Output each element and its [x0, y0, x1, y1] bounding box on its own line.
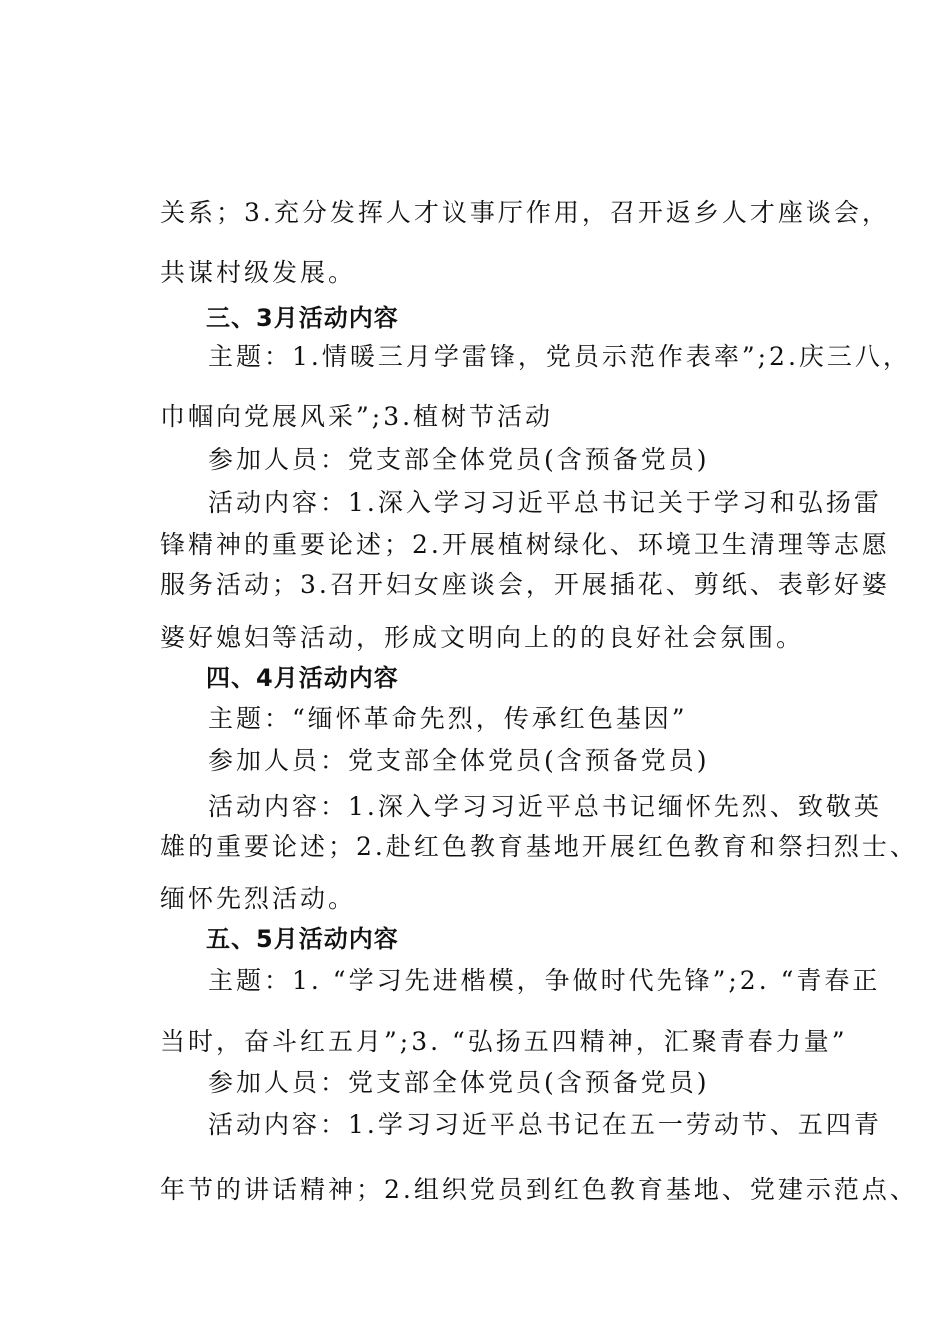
- paragraph-line: 关系；3.充分发挥人才议事厅作用，召开返乡人才座谈会，: [160, 198, 890, 227]
- section-heading-april: 四、4月活动内容: [206, 664, 399, 692]
- paragraph-line: 缅怀先烈活动。: [160, 884, 357, 913]
- paragraph-line: 巾帼向党展风采”;3.植树节活动: [160, 402, 554, 431]
- participants-line: 参加人员：党支部全体党员(含预备党员): [208, 445, 710, 474]
- participants-line: 参加人员：党支部全体党员(含预备党员): [208, 1068, 710, 1097]
- activity-line: 活动内容：1.深入学习习近平总书记关于学习和弘扬雷: [208, 488, 882, 517]
- activity-line: 活动内容：1.学习习近平总书记在五一劳动节、五四青: [208, 1110, 882, 1139]
- paragraph-line: 锋精神的重要论述；2.开展植树绿化、环境卫生清理等志愿: [160, 530, 890, 559]
- paragraph-line: 服务活动；3.召开妇女座谈会，开展插花、剪纸、表彰好婆: [160, 570, 890, 599]
- section-heading-may: 五、5月活动内容: [206, 925, 399, 953]
- paragraph-line: 当时，奋斗红五月”;3. “弘扬五四精神，汇聚青春力量”: [160, 1027, 848, 1056]
- theme-line: 主题：1. “学习先进楷模，争做时代先锋”;2. “青春正: [208, 966, 881, 995]
- theme-line: 主题：1.情暖三月学雷锋，党员示范作表率”;2.庆三八，: [208, 342, 911, 371]
- paragraph-line: 婆好媳妇等活动，形成文明向上的的良好社会氛围。: [160, 623, 805, 652]
- activity-line: 活动内容：1.深入学习习近平总书记缅怀先烈、致敬英: [208, 792, 882, 821]
- paragraph-line: 共谋村级发展。: [160, 258, 357, 287]
- paragraph-line: 雄的重要论述；2.赴红色教育基地开展红色教育和祭扫烈士、: [160, 832, 918, 861]
- theme-line: 主题：“缅怀革命先烈，传承红色基因”: [208, 704, 688, 733]
- section-heading-march: 三、3月活动内容: [206, 304, 399, 332]
- paragraph-line: 年节的讲话精神；2.组织党员到红色教育基地、党建示范点、: [160, 1175, 918, 1204]
- participants-line: 参加人员：党支部全体党员(含预备党员): [208, 746, 710, 775]
